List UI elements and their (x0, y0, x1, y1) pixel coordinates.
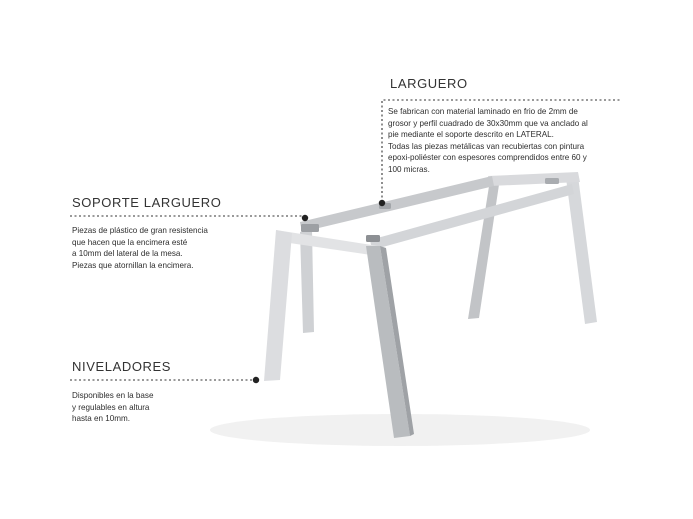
larguero-line: epoxi-poliéster con espesores comprendidos entre 60 y (388, 153, 587, 163)
niveladores-line: y regulables en altura (72, 402, 150, 412)
larguero-title: LARGUERO (390, 76, 468, 91)
larguero-description (388, 106, 588, 176)
soporte-larguero-line: a 10mm del lateral de la mesa. (72, 249, 183, 259)
niveladores-description (72, 390, 153, 425)
rail-support-bracket-back (301, 224, 319, 232)
niveladores-leader-dot (253, 377, 259, 383)
niveladores-line: hasta en 10mm. (72, 414, 131, 424)
back-right-leg-rear (566, 176, 597, 324)
larguero-leader-dot (379, 200, 385, 206)
larguero-line: Se fabrican con material laminado en frio de 2mm de (388, 107, 578, 116)
larguero-line: 100 micras. (388, 164, 430, 174)
soporte-larguero-leader-dot (302, 215, 308, 221)
rail-front (370, 184, 574, 250)
larguero-line: grosor y perfil cuadrado de 30x30mm que va anclado al (388, 118, 588, 128)
rail-support-bracket-mid (366, 235, 380, 242)
niveladores-line: Disponibles en la base (72, 391, 154, 400)
larguero-line: Todas las piezas metálicas van recubiertas con pintura (388, 141, 585, 151)
soporte-larguero-description (72, 225, 208, 271)
larguero-line: pie mediante el soporte descrito en LATERAL. (388, 130, 554, 140)
front-left-leg-left (264, 230, 292, 381)
soporte-larguero-line: Piezas de plástico de gran resistencia (72, 226, 208, 235)
rail-support-bracket-far (545, 178, 559, 184)
soporte-larguero-line: Piezas que atornillan la encimera. (72, 260, 194, 270)
soporte-larguero-title: SOPORTE LARGUERO (72, 195, 222, 210)
back-right-leg-front (468, 178, 500, 319)
niveladores-title: NIVELADORES (72, 359, 172, 374)
soporte-larguero-line: que hacen que la encimera esté (72, 237, 188, 247)
